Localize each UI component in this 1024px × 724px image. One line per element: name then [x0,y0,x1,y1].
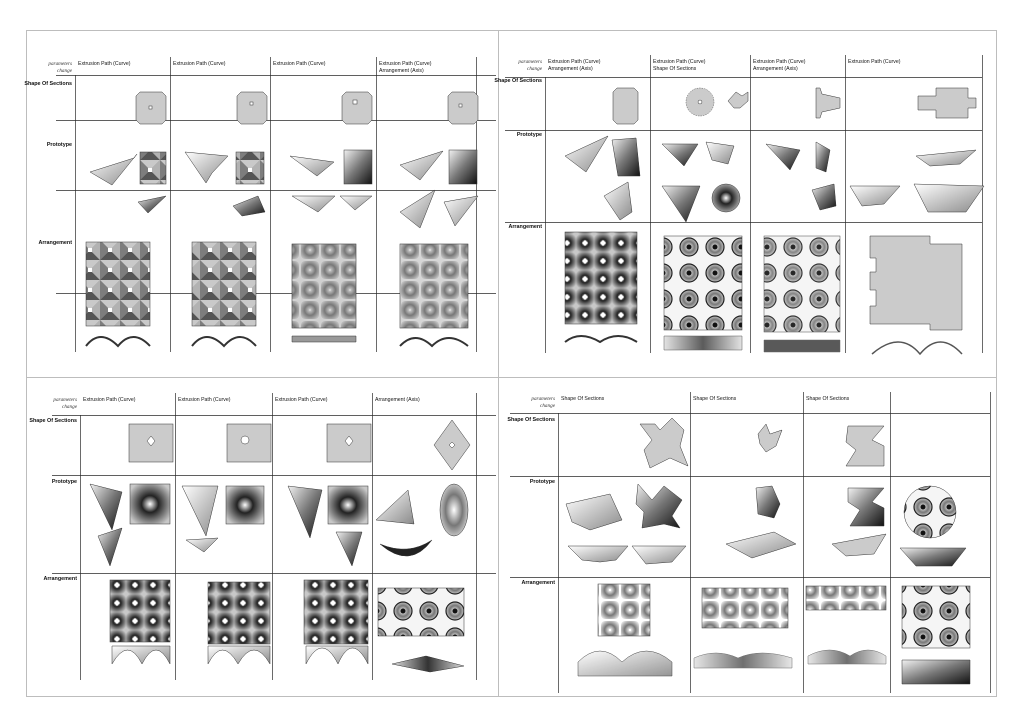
column-header: Extrusion Path (Curve) [273,61,326,67]
change-label: change [57,68,72,74]
change-label: change [62,404,77,410]
row-label: Shape Of Sections [507,417,555,423]
column-header: Shape Of Sections [653,66,697,72]
column-header: Extrusion Path (Curve) [78,61,131,67]
row-label: Prototype [51,479,77,485]
row-label: Arrangement [43,576,77,582]
row-label: Arrangement [508,224,542,230]
parameters-label: parameters [518,59,542,65]
column-header: Extrusion Path (Curve) [275,397,328,403]
prototype-tr [565,136,984,222]
row-label: Shape Of Sections [494,78,542,84]
row-label: Prototype [529,479,555,485]
change-label: change [527,66,542,72]
illustrations [86,88,984,684]
arrangement-tr [565,232,962,354]
column-header: Extrusion Path (Curve) [173,61,226,67]
parameters-label: parameters [53,397,77,403]
row-label: Arrangement [521,580,555,586]
parameters-label: parameters [48,61,72,67]
arrangement-tl [86,242,468,346]
column-header: Shape Of Sections [806,396,850,402]
row-label: Shape Of Sections [24,81,72,87]
column-header: Extrusion Path (Curve) [379,61,432,67]
column-header: Extrusion Path (Curve) [848,59,901,65]
section-shape-tr [613,88,976,124]
section-shape-br [640,418,884,468]
arrangement-br [578,584,970,684]
prototype-bl [90,484,468,566]
column-header: Extrusion Path (Curve) [178,397,231,403]
row-label: Prototype [516,132,542,138]
column-header: Extrusion Path (Curve) [83,397,136,403]
column-header: Arrangement (Axis) [375,397,420,403]
column-header: Shape Of Sections [561,396,605,402]
column-header: Shape Of Sections [693,396,737,402]
section-shape-bl [129,420,470,470]
row-label: Shape Of Sections [29,418,77,424]
prototype-tl [90,150,478,228]
prototype-br [566,484,966,566]
column-header: Arrangement (Axis) [548,66,593,72]
row-label: Prototype [46,142,72,148]
change-label: change [540,403,555,409]
column-header: Extrusion Path (Curve) [653,59,706,65]
row-label: Arrangement [38,240,72,246]
column-header: Arrangement (Axis) [753,66,798,72]
column-header: Arrangement (Axis) [379,68,424,74]
arrangement-bl [110,580,464,672]
column-header: Extrusion Path (Curve) [548,59,601,65]
parameters-label: parameters [531,396,555,402]
section-shape-tl [136,92,478,124]
column-header: Extrusion Path (Curve) [753,59,806,65]
